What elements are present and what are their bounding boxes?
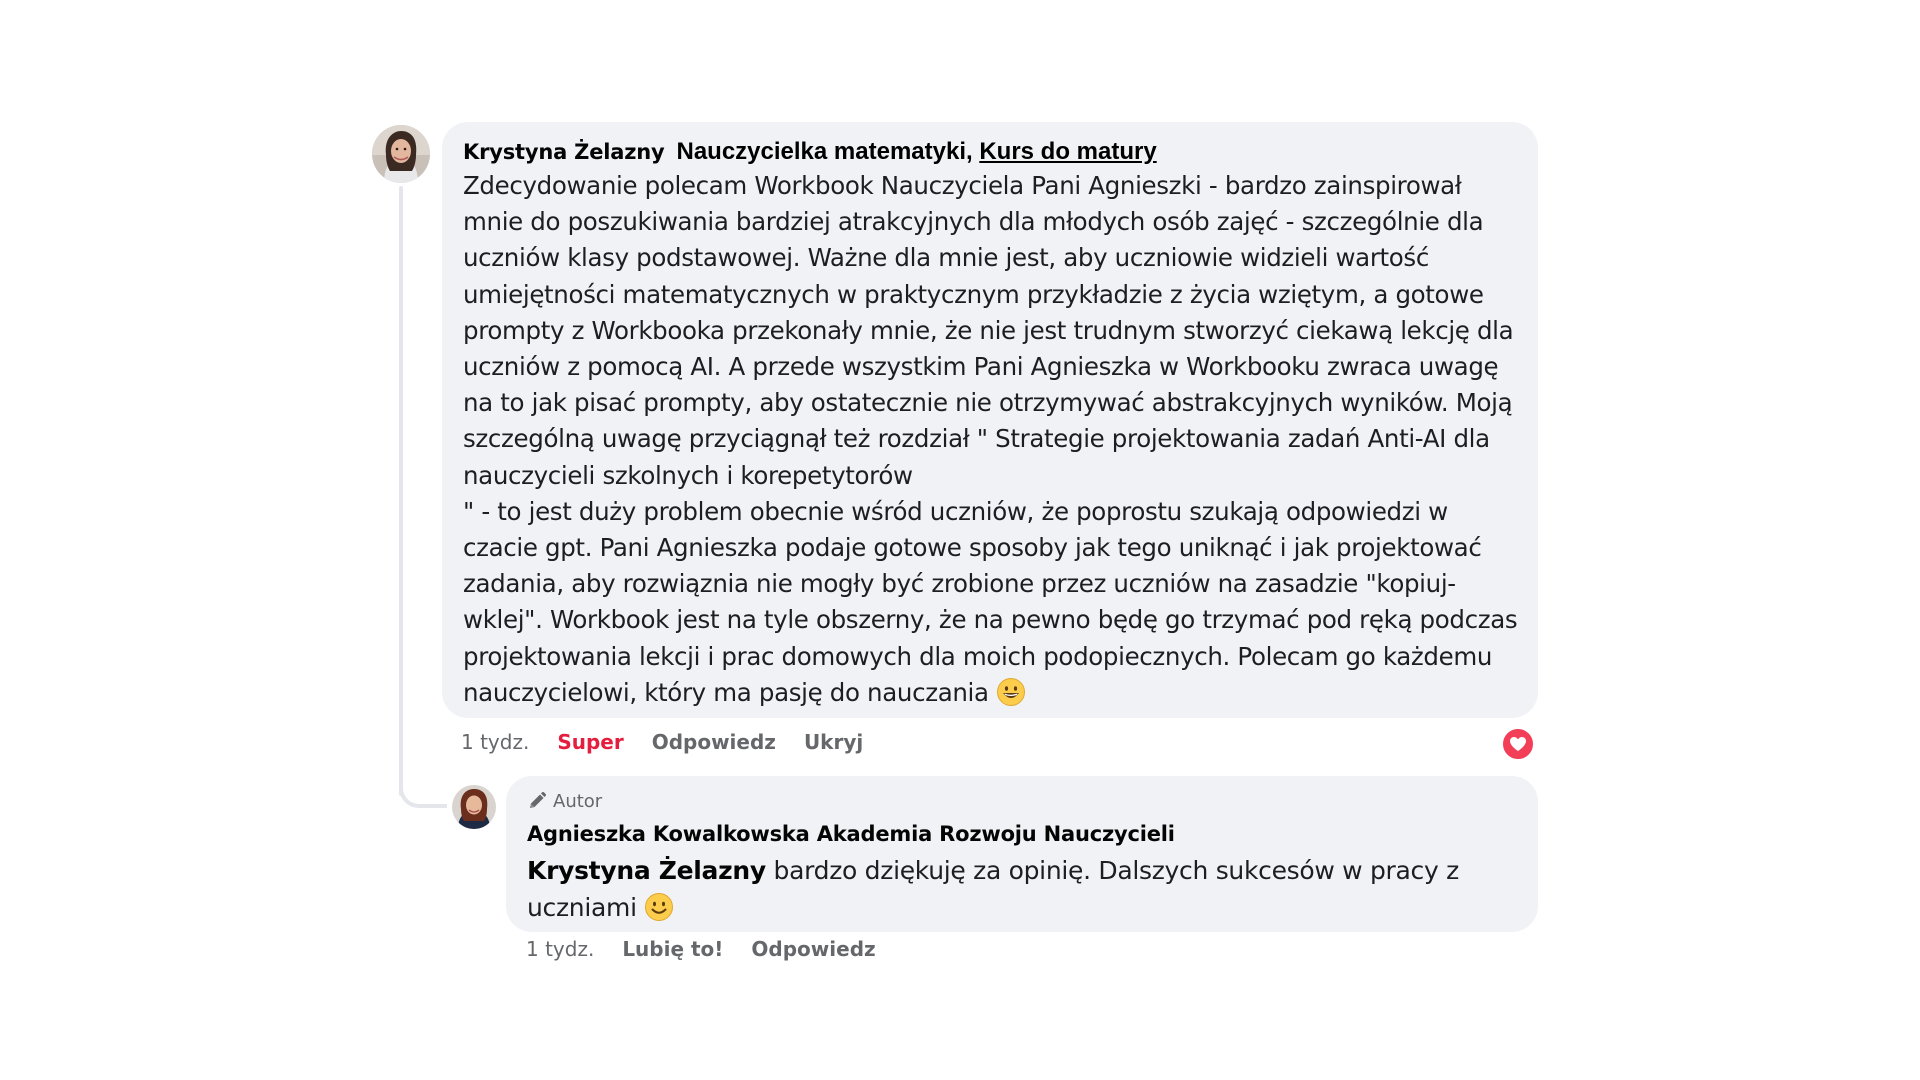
reaction-count-badge[interactable] [1500,726,1536,762]
reply-timestamp[interactable]: 1 tydz. [526,937,595,961]
comment-bubble [442,122,1538,718]
commenter-title-text: Nauczycielka matematyki, [676,138,980,165]
comment-body [463,168,1518,711]
reply-reply-button[interactable]: Odpowiedz [751,937,876,961]
like-button[interactable]: Lubię to! [622,937,724,961]
comment-timestamp[interactable]: 1 tydz. [461,730,530,754]
smiling-face-icon [644,892,674,922]
author-badge-label: Autor [553,790,603,812]
pencil-icon [527,791,547,811]
comment-text: Zdecydowanie polecam Workbook Nauczyciela Pani Agnieszki - bardzo zainspirował mnie do poszukiwania bardziej atrakcyjnych dla młodych osób zajęć - szczególnie dla uczniów klasy podstawowej. Ważne dla mnie jest, aby uczniowie widzieli wartość umiejętności matematycznych w praktycznym przykładzie z życia wziętym, a gotowe prompty z Workbooka przekonały mnie, że nie jest trudnym stworzyć ciekawą lekcję dla uczniów z pomocą AI. A przede wszystkim Pani Agnieszka w Workbooku zwraca uwagę na to jak pisać prompty, aby ostatecznie nie otrzymywać abstrakcyjnych wyników. Moją szczególną uwagę przyciągnął też rozdział " Strategie projektowania zadań Anti-AI dla nauczycieli szkolnych i korepetytorów " - to jest duży problem obecnie wśród uczniów, że poprostu szukają odpowiedzi w czacie gpt. Pani Agnieszka podaje gotowe sposoby jak tego uniknąć i jak projektować zadania, aby rozwiąznia nie mogły być zrobione przez uczniów na zasadzie "kopiuj- wklej". Workbook jest na tyle obszerny, że na pewno będę go trzymać pod ręką podczas projektowania lekcji i prac domowych dla moich podopiecznych. Polecam go każdemu nauczycielowi, który ma pasję do nauczania [463,171,1518,707]
reaction-button[interactable]: Super [557,730,624,754]
reply-author-name[interactable]: Agnieszka Kowalkowska Akademia Rozwoju Nauczycieli [527,822,1175,846]
commenter-title [676,138,1156,166]
heart-icon [1509,736,1527,752]
hide-button[interactable]: Ukryj [803,730,864,754]
comment-actions [461,730,863,754]
commenter-name[interactable]: Krystyna Żelazny [463,140,665,164]
grinning-face-icon [996,677,1026,707]
course-link[interactable]: Kurs do matury [979,138,1157,165]
comment-header [463,138,1518,168]
mention-link[interactable]: Krystyna Żelazny [527,856,766,885]
reply-bubble [506,776,1538,932]
reply-actions [526,937,876,961]
reply-body [527,852,1518,926]
thread-connector-line [399,186,403,796]
author-badge [527,788,1518,814]
reply-text: bardzo dziękuję za opinię. Dalszych sukcesów w pracy z uczniami [527,856,1459,922]
reply-author-avatar[interactable] [452,785,496,829]
thread-connector-curve [399,770,447,808]
commenter-avatar[interactable] [372,125,430,183]
reply-button[interactable]: Odpowiedz [651,730,776,754]
